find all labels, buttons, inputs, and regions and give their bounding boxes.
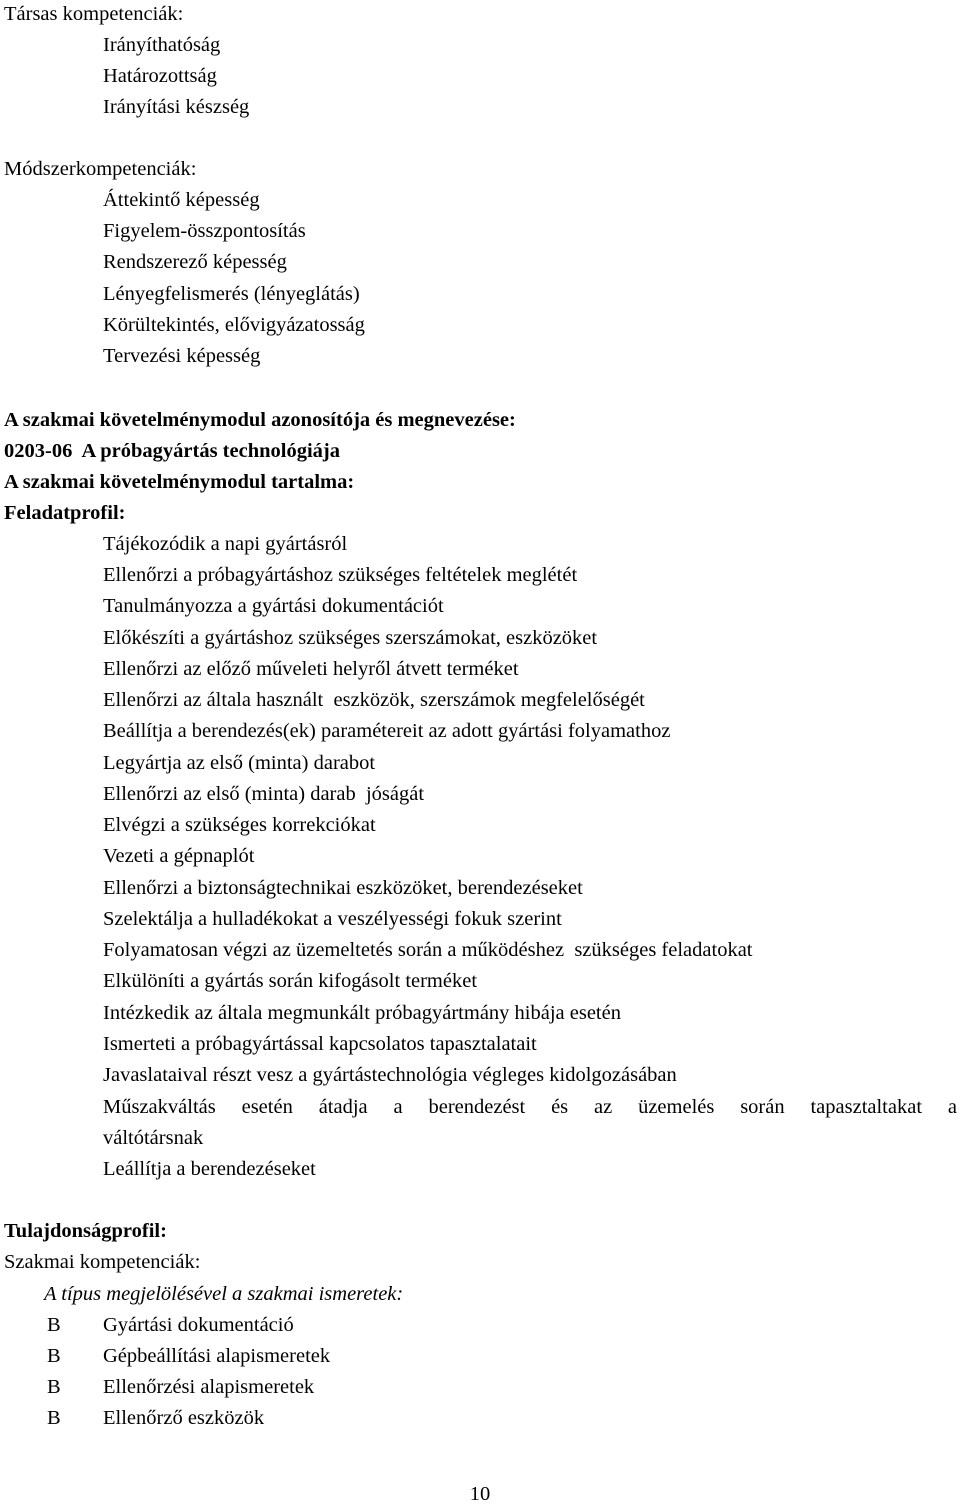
knowledge-item: Gépbeállítási alapismeretek [103,1345,331,1367]
task-item-justified [103,1095,957,1119]
justified-word: és [551,1096,569,1118]
module-id-name: 0203-06 A próbagyártás technológiája [4,440,340,462]
justified-word: átadja [318,1096,368,1118]
justified-word: az [594,1096,613,1118]
justified-word: a [393,1096,403,1118]
knowledge-grade: B [47,1345,61,1367]
task-item: Ellenőrzi az első (minta) darab jóságát [103,783,425,805]
task-item: Intézkedik az általa megmunkált próbagyártmány hibája esetén [103,1002,621,1024]
justified-word: során [740,1096,785,1118]
task-item: Tanulmányozza a gyártási dokumentációt [103,595,444,617]
task-item: Folyamatosan végzi az üzemeltetés során a működéshez szükséges feladatokat [103,939,753,961]
page-number: 10 [469,1483,491,1505]
task-item: Legyártja az első (minta) darabot [103,752,376,774]
professional-competencies-heading: Szakmai kompetenciák: [4,1251,201,1273]
task-item: Javaslataival részt vesz a gyártástechnológia végleges kidolgozásában [103,1064,677,1086]
knowledge-item: Ellenőrző eszközök [103,1407,265,1429]
task-item: Ismerteti a próbagyártással kapcsolatos tapasztalatait [103,1033,537,1055]
task-item: Beállítja a berendezés(ek) paramétereit az adott gyártási folyamathoz [103,720,671,742]
method-item: Figyelem-összpontosítás [103,220,306,242]
task-item: Ellenőrzi a próbagyártáshoz szükséges feltételek meglétét [103,564,578,586]
module-id-heading: A szakmai követelménymodul azonosítója és megnevezése: [4,409,516,431]
task-item: Ellenőrzi az előző műveleti helyről átvett terméket [103,658,519,680]
knowledge-grade: B [47,1407,61,1429]
social-item: Irányítási készség [103,96,250,118]
task-item: Elvégzi a szükséges korrekciókat [103,814,376,836]
knowledge-grade: B [47,1314,61,1336]
method-item: Tervezési képesség [103,345,261,367]
task-item: Tájékozódik a napi gyártásról [103,533,348,555]
knowledge-item: Ellenőrzési alapismeretek [103,1376,315,1398]
module-content-heading: A szakmai követelménymodul tartalma: [4,471,355,493]
justified-word: üzemelés [638,1096,715,1118]
social-competencies-heading: Társas kompetenciák: [4,3,184,25]
task-item: Ellenőrzi a biztonságtechnikai eszközöket, berendezéseket [103,877,583,899]
justified-word: Műszakváltás [103,1096,216,1118]
justified-word: esetén [241,1096,293,1118]
justified-word: tapasztaltakat [810,1096,923,1118]
task-profile-heading: Feladatprofil: [4,502,126,524]
knowledge-item: Gyártási dokumentáció [103,1314,294,1336]
knowledge-type-note: A típus megjelölésével a szakmai ismeretek: [44,1283,404,1305]
task-item: Ellenőrzi az általa használt eszközök, szerszámok megfelelőségét [103,689,645,711]
knowledge-grade: B [47,1376,61,1398]
task-item: Előkészíti a gyártáshoz szükséges szerszámokat, eszközöket [103,627,598,649]
method-item: Rendszerező képesség [103,251,287,273]
justified-word: berendezést [428,1096,526,1118]
method-competencies-heading: Módszerkompetenciák: [4,158,197,180]
property-profile-heading: Tulajdonságprofil: [4,1220,167,1242]
social-item: Irányíthatóság [103,34,221,56]
task-item-continuation: váltótársnak [103,1127,204,1149]
task-item: Leállítja a berendezéseket [103,1158,316,1180]
social-item: Határozottság [103,65,217,87]
task-item: Szelektálja a hulladékokat a veszélyességi fokuk szerint [103,908,562,930]
method-item: Körültekintés, elővigyázatosság [103,314,365,336]
task-item: Vezeti a gépnaplót [103,845,255,867]
justified-word: a [947,1096,957,1118]
task-item: Elkülöníti a gyártás során kifogásolt terméket [103,970,478,992]
method-item: Lényegfelismerés (lényeglátás) [103,283,360,305]
method-item: Áttekintő képesség [103,189,260,211]
